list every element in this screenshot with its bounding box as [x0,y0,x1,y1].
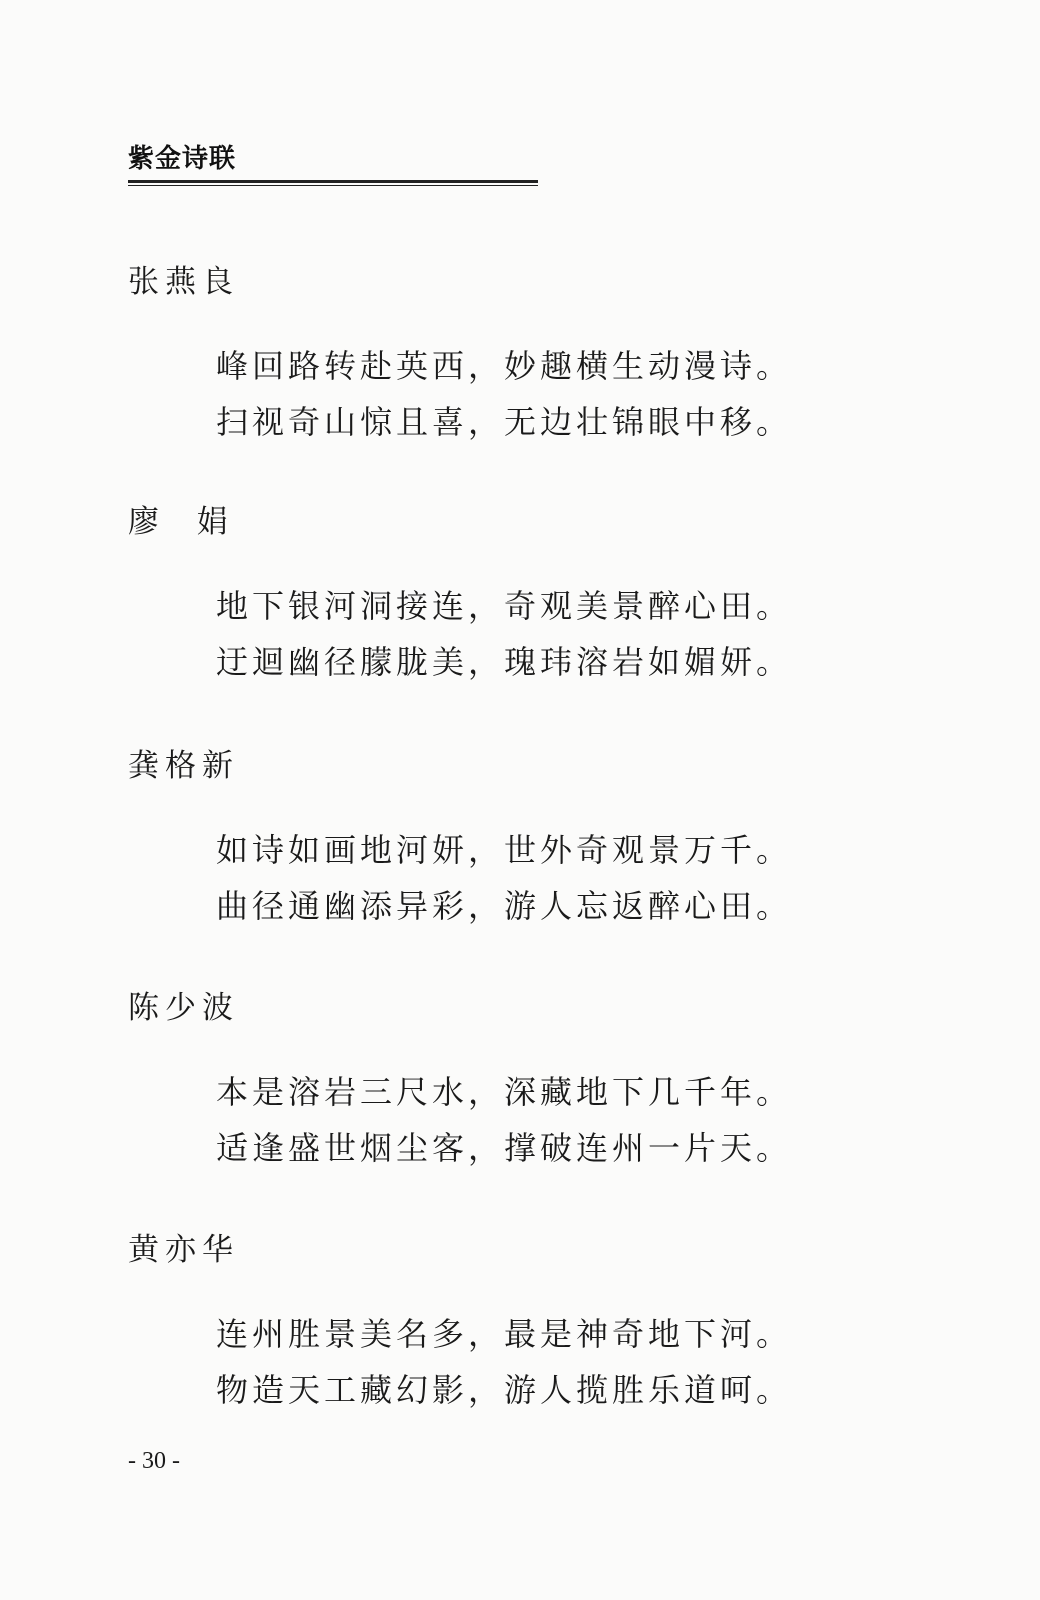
poem-author: 陈少波 [128,990,239,1026]
header-rule [128,180,538,186]
running-header [128,142,538,186]
poem-author: 廖 娟 [128,504,234,540]
poem-line: 峰回路转赴英西，妙趣横生动漫诗。 [216,347,793,385]
poem-line: 地下银河洞接连，奇观美景醉心田。 [216,587,793,625]
poem-line: 适逢盛世烟尘客，撑破连州一片天。 [216,1129,793,1167]
poem [128,988,908,1176]
poem-author: 张燕良 [128,264,239,300]
page-number: - 30 - [128,1448,180,1474]
poem-line: 曲径通幽添异彩，游人忘返醉心田。 [216,887,793,925]
poem-lines [216,578,908,690]
poem-line: 扫视奇山惊且喜，无边壮锦眼中移。 [216,403,793,441]
poem [128,1230,908,1418]
poem-line: 连州胜景美名多，最是神奇地下河。 [216,1315,793,1353]
poem [128,262,908,450]
poem-author: 黄亦华 [128,1232,239,1268]
poem-line: 如诗如画地河妍，世外奇观景万千。 [216,831,793,869]
poem-line: 本是溶岩三尺水，深藏地下几千年。 [216,1073,793,1111]
poem [128,502,908,690]
poem-lines [216,1306,908,1418]
running-header-title: 紫金诗联 [128,144,237,174]
poem-author: 龚格新 [128,748,239,784]
poem-lines [216,338,908,450]
poem-line: 迂迴幽径朦胧美，瑰玮溶岩如媚妍。 [216,643,793,681]
poem [128,746,908,934]
poem-lines [216,822,908,934]
poem-lines [216,1064,908,1176]
poem-line: 物造天工藏幻影，游人揽胜乐道呵。 [216,1371,793,1409]
